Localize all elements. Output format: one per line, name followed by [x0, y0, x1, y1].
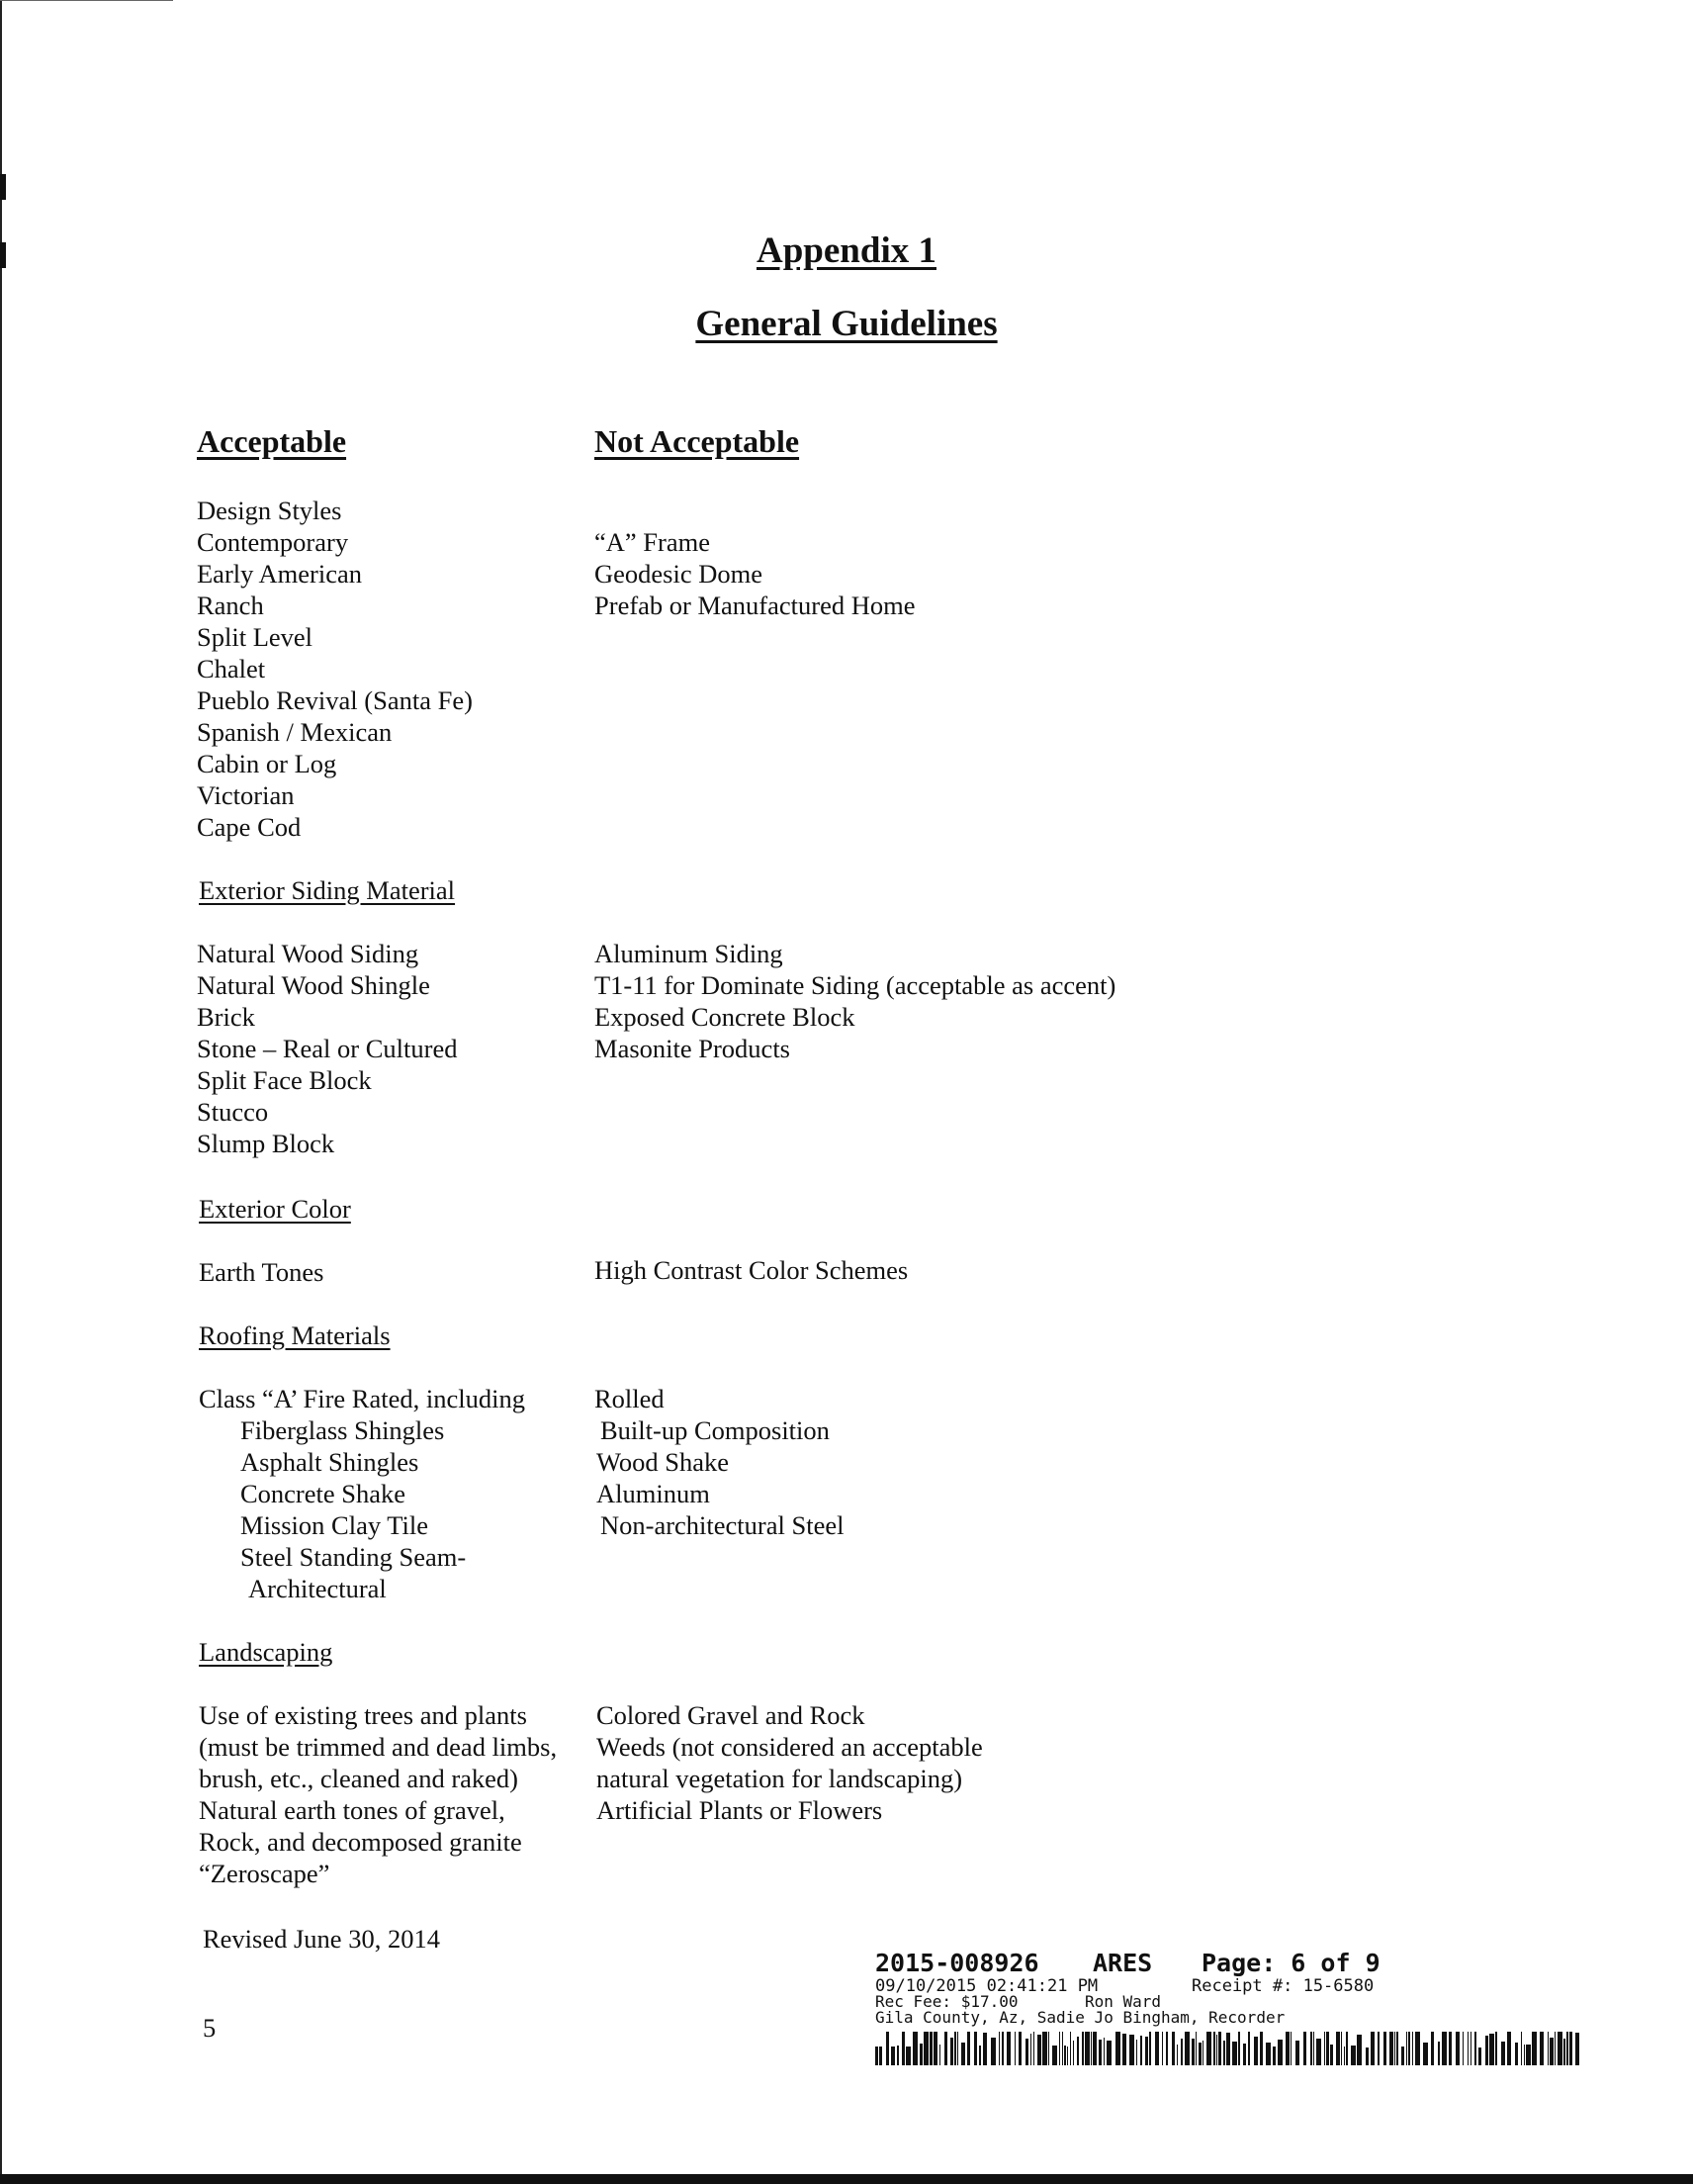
- list-item: Ranch: [197, 591, 264, 620]
- list-item: Split Level: [197, 622, 313, 652]
- list-item: Brick: [197, 1002, 255, 1032]
- list-item: brush, etc., cleaned and raked): [199, 1764, 518, 1793]
- list-item: Steel Standing Seam-: [240, 1542, 467, 1572]
- list-item: Architectural: [248, 1574, 387, 1603]
- list-item: Natural earth tones of gravel,: [199, 1795, 505, 1825]
- section-heading-landscaping: Landscaping: [199, 1637, 333, 1667]
- list-item: Wood Shake: [596, 1447, 730, 1477]
- scan-bottom-edge: [0, 2174, 1693, 2184]
- document-subtitle: General Guidelines: [695, 304, 998, 344]
- list-item: Natural Wood Shingle: [197, 970, 430, 1000]
- list-item: Split Face Block: [197, 1065, 372, 1095]
- acceptable-column-heading: Acceptable: [197, 423, 347, 459]
- recording-fee: Rec Fee: $17.00: [875, 1992, 1019, 2011]
- list-item: Natural Wood Siding: [197, 939, 419, 968]
- list-item: Rock, and decomposed granite: [199, 1827, 522, 1857]
- list-item: Cape Cod: [197, 812, 302, 842]
- revised-date: Revised June 30, 2014: [203, 1924, 440, 1954]
- scan-margin-mark: [0, 174, 6, 200]
- list-item: Use of existing trees and plants: [199, 1700, 527, 1730]
- section-heading-roofing: Roofing Materials: [199, 1320, 391, 1350]
- list-item: Weeds (not considered an acceptable: [596, 1732, 983, 1762]
- list-item: Built-up Composition: [600, 1415, 830, 1445]
- list-item: Asphalt Shingles: [240, 1447, 419, 1477]
- list-item: Mission Clay Tile: [240, 1510, 428, 1540]
- list-item: Prefab or Manufactured Home: [594, 591, 916, 620]
- list-item: natural vegetation for landscaping): [596, 1764, 963, 1793]
- list-item: (must be trimmed and dead limbs,: [199, 1732, 558, 1762]
- list-item: Slump Block: [197, 1129, 335, 1158]
- list-item: Stone – Real or Cultured: [197, 1034, 458, 1063]
- list-item: Fiberglass Shingles: [240, 1415, 445, 1445]
- recording-doc-number: 2015-008926: [875, 1949, 1039, 1977]
- list-item: Chalet: [197, 654, 266, 683]
- list-item: Colored Gravel and Rock: [596, 1700, 865, 1730]
- list-item: Aluminum Siding: [594, 939, 783, 968]
- list-item: Aluminum: [596, 1479, 710, 1508]
- list-item: T1-11 for Dominate Siding (acceptable as accent): [594, 970, 1116, 1000]
- not-acceptable-column-heading: Not Acceptable: [594, 423, 800, 459]
- list-item: High Contrast Color Schemes: [594, 1255, 909, 1285]
- recording-page-label: Page: 6 of 9: [1202, 1949, 1381, 1977]
- list-item: Rolled: [594, 1384, 665, 1413]
- list-item: Pueblo Revival (Santa Fe): [197, 685, 473, 715]
- recording-barcode: [875, 2032, 1579, 2065]
- page-number: 5: [203, 2013, 217, 2043]
- list-item: “A” Frame: [594, 527, 710, 557]
- recording-doc-type: ARES: [1093, 1949, 1153, 1977]
- list-item: Spanish / Mexican: [197, 717, 393, 747]
- list-item: Masonite Products: [594, 1034, 790, 1063]
- list-item: Stucco: [197, 1097, 269, 1127]
- recording-datetime: 09/10/2015 02:41:21 PM: [875, 1976, 1099, 1996]
- recording-clerk: Ron Ward: [1085, 1992, 1162, 2011]
- list-item: Non-architectural Steel: [600, 1510, 845, 1540]
- recording-receipt: Receipt #: 15-6580: [1192, 1976, 1375, 1996]
- section-heading-exterior-color: Exterior Color: [199, 1194, 351, 1224]
- list-item: Victorian: [197, 780, 295, 810]
- list-item: Contemporary: [197, 527, 349, 557]
- list-item: Geodesic Dome: [594, 559, 762, 589]
- scan-top-mark: [0, 0, 173, 1]
- list-item: Early American: [197, 559, 363, 589]
- list-item: Earth Tones: [199, 1257, 324, 1287]
- recording-county-line: Gila County, Az, Sadie Jo Bingham, Recorder: [875, 2008, 1286, 2027]
- section-heading-exterior-siding: Exterior Siding Material: [199, 875, 456, 905]
- list-item: Class “A’ Fire Rated, including: [199, 1384, 525, 1413]
- section-heading-design-styles: Design Styles: [197, 496, 342, 525]
- list-item: “Zeroscape”: [199, 1859, 330, 1888]
- list-item: Artificial Plants or Flowers: [596, 1795, 883, 1825]
- list-item: Exposed Concrete Block: [594, 1002, 855, 1032]
- list-item: Concrete Shake: [240, 1479, 406, 1508]
- appendix-title: Appendix 1: [757, 230, 936, 271]
- list-item: Cabin or Log: [197, 749, 337, 778]
